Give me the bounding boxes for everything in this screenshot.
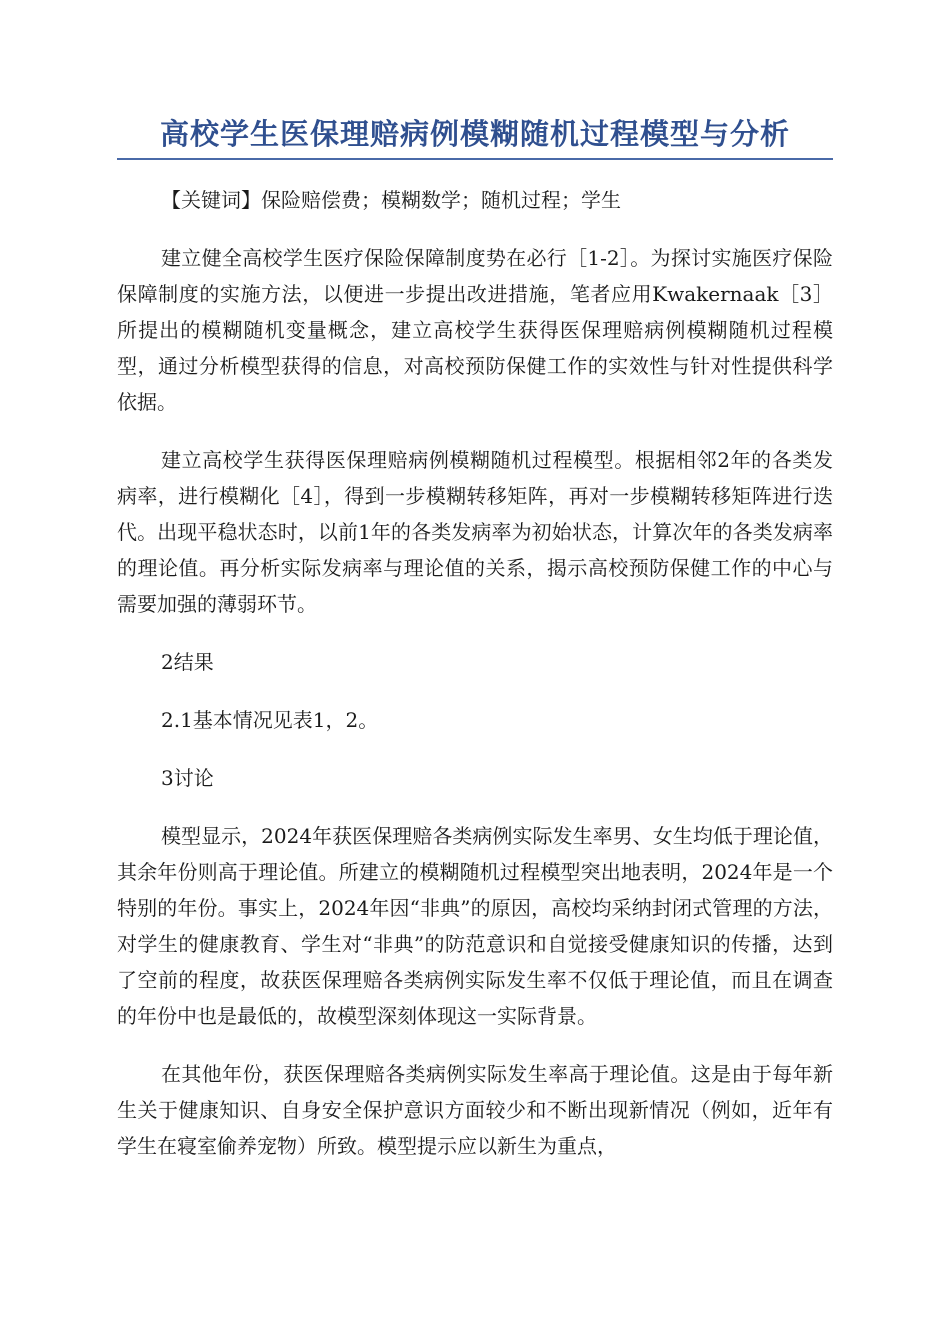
- keywords-line: 【关键词】保险赔偿费；模糊数学；随机过程；学生: [161, 188, 621, 212]
- intro-paragraph-2: 建立高校学生获得医保理赔病例模糊随机过程模型。根据相邻2年的各类发病率，进行模糊化［4］，得到一步模糊转移矩阵，再对一步模糊转移矩阵进行迭代。出现平稳状态时，以前1年的各类发病率为初始状态，计算次年的各类发病率的理论值。再分析实际发病率与理论值的关系，揭示高校预防保健工作的中心与需要加强的薄弱环节。: [117, 448, 833, 616]
- subsection-heading-basic: 2.1基本情况见表1，2。: [161, 708, 379, 732]
- section-heading-discussion: 3讨论: [161, 766, 214, 790]
- discussion-paragraph-1: 模型显示，2024年获医保理赔各类病例实际发生率男、女生均低于理论值，其余年份则高于理论值。所建立的模糊随机过程模型突出地表明，2024年是一个特别的年份。事实上，2024年因“非典”的原因，高校均采纳封闭式管理的方法，对学生的健康教育、学生对“非典”的防范意识和自觉接受健康知识的传播，达到了空前的程度，故获医保理赔各类病例实际发生率不仅低于理论值，而且在调查的年份中也是最低的，故模型深刻体现这一实际背景。: [117, 824, 833, 1028]
- discussion-paragraph-2: 在其他年份，获医保理赔各类病例实际发生率高于理论值。这是由于每年新生关于健康知识、自身安全保护意识方面较少和不断出现新情况（例如，近年有学生在寝室偷养宠物）所致。模型提示应以新生为重点，: [117, 1062, 833, 1158]
- intro-paragraph-1: 建立健全高校学生医疗保险保障制度势在必行［1-2］。为探讨实施医疗保险保障制度的实施方法，以便进一步提出改进措施，笔者应用Kwakernaak［3］所提出的模糊随机变量概念，建立高校学生获得医保理赔病例模糊随机过程模型，通过分析模型获得的信息，对高校预防保健工作的实效性与针对性提供科学依据。: [117, 246, 833, 414]
- document-title: 高校学生医保理赔病例模糊随机过程模型与分析: [117, 112, 833, 160]
- section-heading-results: 2结果: [161, 650, 214, 674]
- document-page: [117, 112, 833, 1164]
